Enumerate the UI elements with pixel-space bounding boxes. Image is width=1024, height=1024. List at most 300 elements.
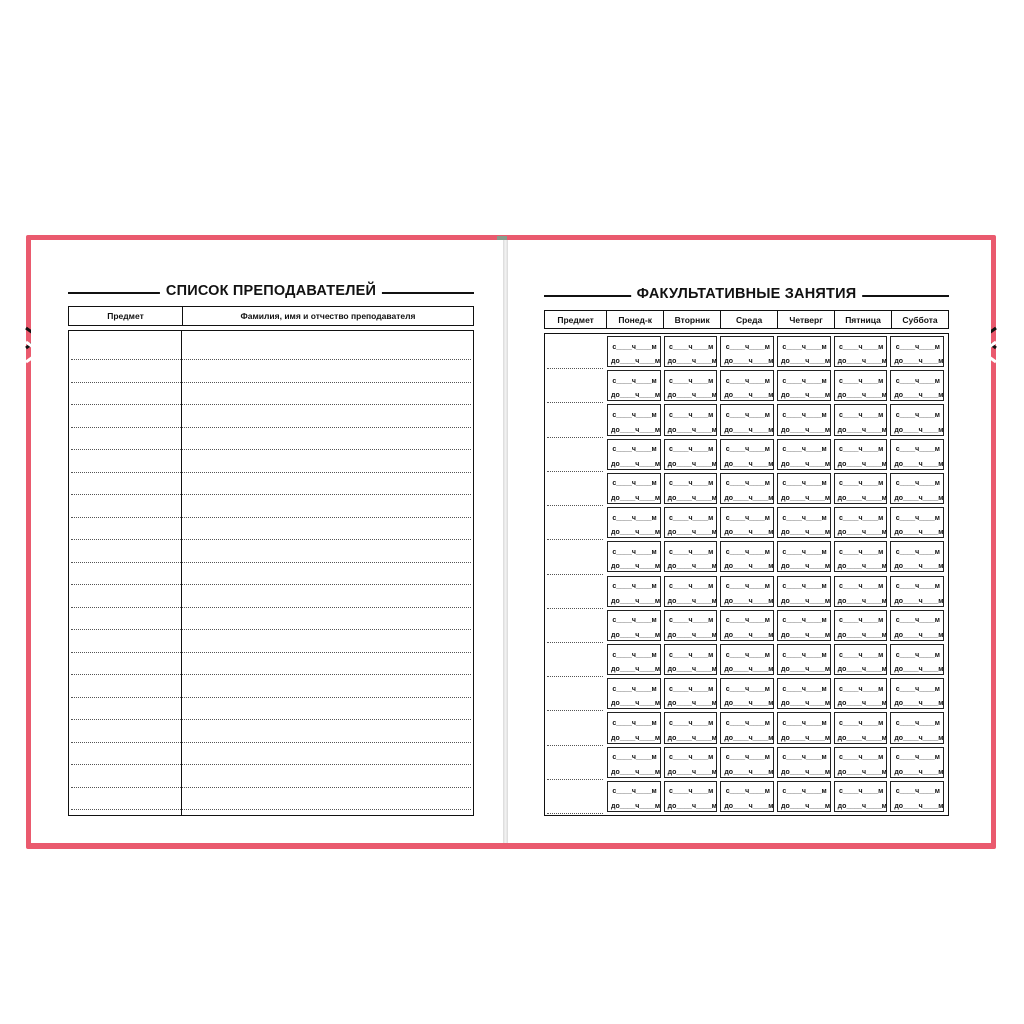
time-to-label: до____ч____м	[724, 597, 774, 605]
time-from-label: с____ч____м	[782, 514, 827, 522]
elective-time-cell[interactable]	[664, 712, 718, 743]
teacher-row-line[interactable]	[71, 382, 471, 383]
teacher-row-line[interactable]	[71, 517, 471, 518]
elective-time-cell[interactable]	[607, 541, 661, 572]
elective-time-cell[interactable]	[607, 473, 661, 504]
time-from-label: с____ч____м	[612, 480, 657, 488]
time-to-label: до____ч____м	[611, 426, 661, 434]
elective-time-cell[interactable]	[607, 781, 661, 812]
time-from-label: с____ч____м	[669, 514, 714, 522]
time-to-label: до____ч____м	[724, 392, 774, 400]
teacher-row-line[interactable]	[71, 494, 471, 495]
elective-time-cell[interactable]	[890, 473, 944, 504]
elective-time-cell[interactable]	[664, 747, 718, 778]
elective-time-cell[interactable]	[607, 712, 661, 743]
time-to-label: до____ч____м	[781, 768, 831, 776]
elective-time-cell[interactable]	[890, 610, 944, 641]
teachers-col-name: Фамилия, имя и отчество преподавателя	[240, 311, 416, 321]
time-from-label: с____ч____м	[612, 754, 657, 762]
elective-time-cell[interactable]	[607, 576, 661, 607]
elective-time-cell[interactable]	[834, 507, 888, 538]
electives-table-header	[544, 310, 949, 329]
teacher-row-line[interactable]	[71, 427, 471, 428]
teacher-row-line[interactable]	[71, 607, 471, 608]
time-to-label: до____ч____м	[667, 700, 717, 708]
elective-subject-line[interactable]	[547, 539, 603, 540]
time-to-label: до____ч____м	[781, 631, 831, 639]
teacher-row-line[interactable]	[71, 674, 471, 675]
time-to-label: до____ч____м	[781, 597, 831, 605]
time-to-label: до____ч____м	[781, 495, 831, 503]
time-from-label: с____ч____м	[725, 788, 770, 796]
elective-time-cell[interactable]	[720, 507, 774, 538]
elective-time-cell[interactable]	[777, 610, 831, 641]
time-from-label: с____ч____м	[725, 377, 770, 385]
elective-time-cell[interactable]	[890, 541, 944, 572]
time-from-label: с____ч____м	[782, 685, 827, 693]
elective-time-cell[interactable]	[720, 404, 774, 435]
time-from-label: с____ч____м	[782, 583, 827, 591]
teacher-row-line[interactable]	[71, 404, 471, 405]
time-to-label: до____ч____м	[894, 426, 944, 434]
time-to-label: до____ч____м	[667, 666, 717, 674]
elective-time-cell[interactable]	[664, 781, 718, 812]
time-from-label: с____ч____м	[725, 412, 770, 420]
time-from-label: с____ч____м	[895, 446, 940, 454]
elective-time-cell[interactable]	[720, 610, 774, 641]
elective-time-cell[interactable]	[834, 610, 888, 641]
time-to-label: до____ч____м	[611, 495, 661, 503]
elective-time-cell[interactable]	[720, 370, 774, 401]
time-to-label: до____ч____м	[837, 631, 887, 639]
elective-time-cell[interactable]	[834, 576, 888, 607]
elective-time-cell[interactable]	[777, 507, 831, 538]
teacher-row-line[interactable]	[71, 764, 471, 765]
elective-time-cell[interactable]	[720, 576, 774, 607]
time-to-label: до____ч____м	[894, 460, 944, 468]
time-from-label: с____ч____м	[895, 651, 940, 659]
time-to-label: до____ч____м	[611, 768, 661, 776]
time-to-label: до____ч____м	[667, 460, 717, 468]
time-from-label: с____ч____м	[895, 617, 940, 625]
time-from-label: с____ч____м	[612, 514, 657, 522]
teacher-row-line[interactable]	[71, 697, 471, 698]
elective-time-cell[interactable]	[890, 747, 944, 778]
elective-time-cell[interactable]	[777, 541, 831, 572]
teacher-row-line[interactable]	[71, 449, 471, 450]
time-to-label: до____ч____м	[781, 666, 831, 674]
elective-time-cell[interactable]	[777, 781, 831, 812]
time-from-label: с____ч____м	[782, 548, 827, 556]
teacher-row-line[interactable]	[71, 472, 471, 473]
time-to-label: до____ч____м	[724, 529, 774, 537]
teachers-table-body[interactable]	[68, 330, 474, 816]
elective-time-cell[interactable]	[664, 678, 718, 709]
time-from-label: с____ч____м	[839, 377, 884, 385]
time-to-label: до____ч____м	[837, 495, 887, 503]
elective-time-cell[interactable]	[777, 678, 831, 709]
time-to-label: до____ч____м	[894, 631, 944, 639]
time-to-label: до____ч____м	[667, 563, 717, 571]
teacher-row-line[interactable]	[71, 719, 471, 720]
time-from-label: с____ч____м	[839, 343, 884, 351]
time-from-label: с____ч____м	[782, 480, 827, 488]
time-to-label: до____ч____м	[837, 392, 887, 400]
elective-time-cell[interactable]	[607, 678, 661, 709]
time-to-label: до____ч____м	[724, 631, 774, 639]
elective-time-cell[interactable]	[890, 644, 944, 675]
time-to-label: до____ч____м	[724, 358, 774, 366]
time-from-label: с____ч____м	[839, 446, 884, 454]
elective-subject-line[interactable]	[547, 368, 603, 369]
elective-time-cell[interactable]	[720, 644, 774, 675]
teacher-row-line[interactable]	[71, 742, 471, 743]
time-from-label: с____ч____м	[839, 548, 884, 556]
elective-subject-line[interactable]	[547, 642, 603, 643]
time-from-label: с____ч____м	[782, 719, 827, 727]
elective-time-cell[interactable]	[664, 610, 718, 641]
time-from-label: с____ч____м	[669, 754, 714, 762]
elective-time-cell[interactable]	[834, 712, 888, 743]
time-from-label: с____ч____м	[782, 754, 827, 762]
elective-time-cell[interactable]	[890, 370, 944, 401]
elective-time-cell[interactable]	[777, 644, 831, 675]
time-to-label: до____ч____м	[837, 734, 887, 742]
elective-time-cell[interactable]	[607, 404, 661, 435]
time-to-label: до____ч____м	[667, 529, 717, 537]
time-from-label: с____ч____м	[782, 617, 827, 625]
elective-time-cell[interactable]	[720, 781, 774, 812]
time-from-label: с____ч____м	[895, 412, 940, 420]
time-to-label: до____ч____м	[837, 529, 887, 537]
time-to-label: до____ч____м	[611, 529, 661, 537]
elective-time-cell[interactable]	[664, 473, 718, 504]
time-from-label: с____ч____м	[669, 719, 714, 727]
elective-time-cell[interactable]	[890, 439, 944, 470]
time-from-label: с____ч____м	[895, 719, 940, 727]
time-from-label: с____ч____м	[612, 548, 657, 556]
notebook-spine	[503, 240, 508, 843]
time-from-label: с____ч____м	[725, 754, 770, 762]
time-from-label: с____ч____м	[669, 377, 714, 385]
time-from-label: с____ч____м	[725, 480, 770, 488]
time-from-label: с____ч____м	[782, 377, 827, 385]
time-to-label: до____ч____м	[837, 460, 887, 468]
electives-col-day: Четверг	[778, 311, 835, 328]
time-to-label: до____ч____м	[837, 597, 887, 605]
time-from-label: с____ч____м	[782, 651, 827, 659]
time-to-label: до____ч____м	[724, 426, 774, 434]
time-to-label: до____ч____м	[611, 666, 661, 674]
elective-time-cell[interactable]	[834, 678, 888, 709]
time-to-label: до____ч____м	[611, 358, 661, 366]
elective-time-cell[interactable]	[664, 404, 718, 435]
time-from-label: с____ч____м	[782, 446, 827, 454]
time-from-label: с____ч____м	[839, 514, 884, 522]
time-from-label: с____ч____м	[669, 617, 714, 625]
elective-subject-line[interactable]	[547, 745, 603, 746]
time-from-label: с____ч____м	[895, 343, 940, 351]
elective-time-cell[interactable]	[777, 336, 831, 367]
time-to-label: до____ч____м	[667, 802, 717, 810]
elective-time-cell[interactable]	[834, 473, 888, 504]
time-from-label: с____ч____м	[839, 480, 884, 488]
elective-time-cell[interactable]	[834, 404, 888, 435]
elective-subject-line[interactable]	[547, 437, 603, 438]
elective-time-cell[interactable]	[890, 781, 944, 812]
time-to-label: до____ч____м	[667, 426, 717, 434]
time-from-label: с____ч____м	[895, 788, 940, 796]
time-from-label: с____ч____м	[839, 617, 884, 625]
time-from-label: с____ч____м	[839, 754, 884, 762]
time-from-label: с____ч____м	[612, 412, 657, 420]
elective-time-cell[interactable]	[834, 439, 888, 470]
time-from-label: с____ч____м	[839, 651, 884, 659]
teachers-col-subject: Предмет	[69, 307, 183, 325]
time-to-label: до____ч____м	[724, 768, 774, 776]
time-to-label: до____ч____м	[837, 426, 887, 434]
elective-subject-line[interactable]	[547, 574, 603, 575]
time-from-label: с____ч____м	[669, 651, 714, 659]
time-from-label: с____ч____м	[782, 412, 827, 420]
elective-time-cell[interactable]	[777, 576, 831, 607]
elective-time-cell[interactable]	[664, 576, 718, 607]
time-from-label: с____ч____м	[669, 583, 714, 591]
time-from-label: с____ч____м	[839, 788, 884, 796]
elective-time-cell[interactable]	[607, 610, 661, 641]
time-to-label: до____ч____м	[724, 700, 774, 708]
elective-time-cell[interactable]	[720, 747, 774, 778]
time-from-label: с____ч____м	[839, 412, 884, 420]
elective-time-cell[interactable]	[607, 370, 661, 401]
time-from-label: с____ч____м	[669, 412, 714, 420]
teacher-row-line[interactable]	[71, 809, 471, 810]
teachers-title: СПИСОК ПРЕПОДАВАТЕЛЕЙ	[160, 283, 382, 299]
time-from-label: с____ч____м	[669, 446, 714, 454]
time-from-label: с____ч____м	[612, 377, 657, 385]
elective-time-cell[interactable]	[890, 678, 944, 709]
elective-subject-line[interactable]	[547, 608, 603, 609]
elective-time-cell[interactable]	[607, 644, 661, 675]
time-to-label: до____ч____м	[837, 802, 887, 810]
time-to-label: до____ч____м	[724, 802, 774, 810]
elective-time-cell[interactable]	[777, 473, 831, 504]
elective-time-cell[interactable]	[664, 644, 718, 675]
elective-time-cell[interactable]	[777, 439, 831, 470]
time-to-label: до____ч____м	[837, 358, 887, 366]
teacher-row-line[interactable]	[71, 787, 471, 788]
time-from-label: с____ч____м	[782, 788, 827, 796]
electives-col-day: Понед-к	[607, 311, 664, 328]
time-to-label: до____ч____м	[667, 597, 717, 605]
time-to-label: до____ч____м	[611, 700, 661, 708]
time-from-label: с____ч____м	[669, 685, 714, 693]
elective-time-cell[interactable]	[834, 541, 888, 572]
elective-time-cell[interactable]	[777, 370, 831, 401]
time-to-label: до____ч____м	[837, 768, 887, 776]
time-from-label: с____ч____м	[895, 754, 940, 762]
elective-time-cell[interactable]	[720, 336, 774, 367]
time-from-label: с____ч____м	[895, 377, 940, 385]
time-from-label: с____ч____м	[839, 583, 884, 591]
time-to-label: до____ч____м	[611, 392, 661, 400]
time-from-label: с____ч____м	[725, 446, 770, 454]
elective-subject-line[interactable]	[547, 471, 603, 472]
time-to-label: до____ч____м	[894, 734, 944, 742]
time-from-label: с____ч____м	[612, 719, 657, 727]
time-to-label: до____ч____м	[667, 392, 717, 400]
time-from-label: с____ч____м	[612, 651, 657, 659]
elective-time-cell[interactable]	[720, 712, 774, 743]
elective-subject-line[interactable]	[547, 813, 603, 814]
time-from-label: с____ч____м	[895, 480, 940, 488]
teacher-row-line[interactable]	[71, 652, 471, 653]
elective-time-cell[interactable]	[890, 404, 944, 435]
elective-subject-line[interactable]	[547, 402, 603, 403]
time-from-label: с____ч____м	[895, 583, 940, 591]
time-from-label: с____ч____м	[782, 343, 827, 351]
time-to-label: до____ч____м	[894, 597, 944, 605]
elective-time-cell[interactable]	[890, 336, 944, 367]
time-to-label: до____ч____м	[894, 392, 944, 400]
elective-time-cell[interactable]	[664, 370, 718, 401]
time-from-label: с____ч____м	[895, 685, 940, 693]
time-to-label: до____ч____м	[611, 802, 661, 810]
time-to-label: до____ч____м	[781, 426, 831, 434]
electives-title: ФАКУЛЬТАТИВНЫЕ ЗАНЯТИЯ	[631, 286, 863, 302]
electives-col-subject: Предмет	[545, 311, 607, 328]
elective-subject-line[interactable]	[547, 779, 603, 780]
elective-time-cell[interactable]	[720, 678, 774, 709]
time-to-label: до____ч____м	[894, 495, 944, 503]
time-to-label: до____ч____м	[667, 768, 717, 776]
elective-time-cell[interactable]	[890, 507, 944, 538]
elective-subject-line[interactable]	[547, 710, 603, 711]
time-from-label: с____ч____м	[612, 583, 657, 591]
elective-time-cell[interactable]	[607, 439, 661, 470]
time-from-label: с____ч____м	[725, 583, 770, 591]
elective-time-cell[interactable]	[834, 747, 888, 778]
time-from-label: с____ч____м	[895, 548, 940, 556]
time-from-label: с____ч____м	[669, 343, 714, 351]
teacher-row-line[interactable]	[71, 359, 471, 360]
time-to-label: до____ч____м	[781, 460, 831, 468]
time-from-label: с____ч____м	[725, 514, 770, 522]
elective-time-cell[interactable]	[664, 507, 718, 538]
time-to-label: до____ч____м	[837, 700, 887, 708]
time-to-label: до____ч____м	[667, 734, 717, 742]
time-from-label: с____ч____м	[725, 548, 770, 556]
time-to-label: до____ч____м	[894, 802, 944, 810]
elective-time-cell[interactable]	[834, 644, 888, 675]
time-from-label: с____ч____м	[725, 719, 770, 727]
elective-time-cell[interactable]	[720, 541, 774, 572]
electives-title-row	[544, 286, 949, 302]
time-from-label: с____ч____м	[839, 719, 884, 727]
time-to-label: до____ч____м	[894, 358, 944, 366]
elective-time-cell[interactable]	[607, 336, 661, 367]
time-to-label: до____ч____м	[781, 392, 831, 400]
time-to-label: до____ч____м	[894, 700, 944, 708]
elective-time-cell[interactable]	[777, 712, 831, 743]
elective-time-cell[interactable]	[664, 336, 718, 367]
time-to-label: до____ч____м	[611, 597, 661, 605]
time-to-label: до____ч____м	[667, 631, 717, 639]
elective-time-cell[interactable]	[720, 439, 774, 470]
elective-time-cell[interactable]	[664, 541, 718, 572]
time-from-label: с____ч____м	[895, 514, 940, 522]
time-to-label: до____ч____м	[894, 529, 944, 537]
electives-table-body	[544, 333, 949, 816]
time-to-label: до____ч____м	[667, 495, 717, 503]
electives-col-day: Пятница	[835, 311, 892, 328]
time-to-label: до____ч____м	[894, 666, 944, 674]
elective-time-cell[interactable]	[890, 576, 944, 607]
time-to-label: до____ч____м	[781, 358, 831, 366]
spine-ribbon	[497, 236, 507, 240]
elective-time-cell[interactable]	[834, 781, 888, 812]
elective-time-cell[interactable]	[607, 747, 661, 778]
time-from-label: с____ч____м	[725, 343, 770, 351]
time-to-label: до____ч____м	[667, 358, 717, 366]
time-from-label: с____ч____м	[669, 480, 714, 488]
time-to-label: до____ч____м	[724, 734, 774, 742]
time-to-label: до____ч____м	[781, 700, 831, 708]
time-to-label: до____ч____м	[611, 631, 661, 639]
time-from-label: с____ч____м	[725, 617, 770, 625]
time-to-label: до____ч____м	[724, 563, 774, 571]
teacher-row-line[interactable]	[71, 584, 471, 585]
time-from-label: с____ч____м	[725, 685, 770, 693]
time-to-label: до____ч____м	[837, 563, 887, 571]
time-from-label: с____ч____м	[669, 788, 714, 796]
time-to-label: до____ч____м	[781, 734, 831, 742]
time-to-label: до____ч____м	[611, 460, 661, 468]
time-from-label: с____ч____м	[612, 685, 657, 693]
elective-time-cell[interactable]	[607, 507, 661, 538]
elective-subject-line[interactable]	[547, 505, 603, 506]
elective-time-cell[interactable]	[834, 370, 888, 401]
elective-time-cell[interactable]	[777, 747, 831, 778]
time-from-label: с____ч____м	[612, 446, 657, 454]
teachers-table-header	[68, 306, 474, 326]
time-from-label: с____ч____м	[839, 685, 884, 693]
time-from-label: с____ч____м	[725, 651, 770, 659]
electives-col-day: Вторник	[664, 311, 721, 328]
elective-time-cell[interactable]	[834, 336, 888, 367]
teacher-row-line[interactable]	[71, 539, 471, 540]
teachers-title-row	[68, 283, 474, 299]
elective-time-cell[interactable]	[890, 712, 944, 743]
elective-time-cell[interactable]	[664, 439, 718, 470]
electives-col-day: Среда	[721, 311, 778, 328]
time-from-label: с____ч____м	[669, 548, 714, 556]
time-to-label: до____ч____м	[724, 460, 774, 468]
time-to-label: до____ч____м	[611, 734, 661, 742]
teacher-row-line[interactable]	[71, 562, 471, 563]
time-to-label: до____ч____м	[781, 802, 831, 810]
time-to-label: до____ч____м	[781, 529, 831, 537]
time-from-label: с____ч____м	[612, 788, 657, 796]
time-to-label: до____ч____м	[894, 563, 944, 571]
time-from-label: с____ч____м	[612, 617, 657, 625]
elective-time-cell[interactable]	[720, 473, 774, 504]
time-from-label: с____ч____м	[612, 343, 657, 351]
teacher-row-line[interactable]	[71, 629, 471, 630]
time-to-label: до____ч____м	[611, 563, 661, 571]
elective-subject-line[interactable]	[547, 676, 603, 677]
elective-time-cell[interactable]	[777, 404, 831, 435]
